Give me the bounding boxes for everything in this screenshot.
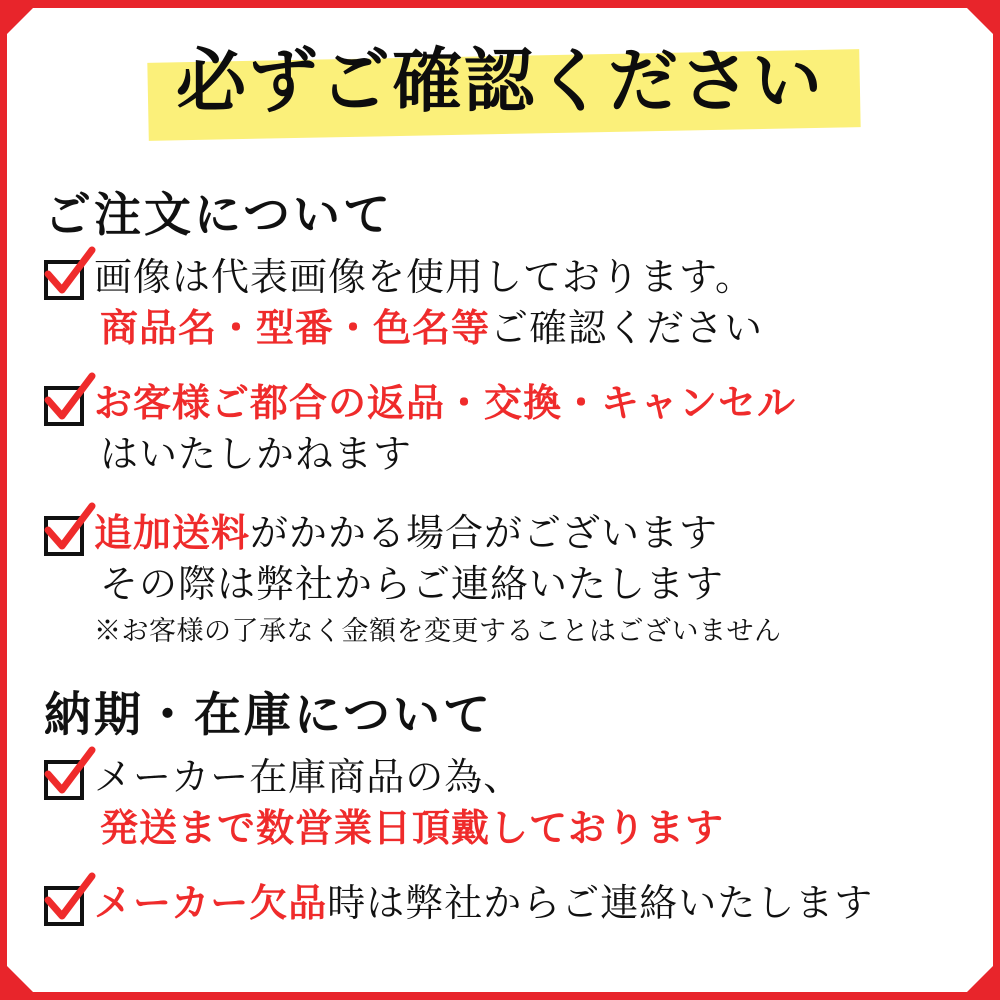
checkbox-checked-icon [44,260,84,300]
section-heading-delivery: 納期・在庫について [44,688,494,743]
list-item [44,252,763,354]
item1-line1: 画像は代表画像を使用しております。 [94,255,754,299]
item1-line2-red: 商品名・型番・色名等 [100,304,491,350]
list-item-text [94,378,796,480]
list-item-text [94,508,782,650]
list-item [44,878,873,929]
item3-line1-red: 追加送料 [94,510,251,555]
item2-line1-red: お客様ご都合の返品・交換・キャンセル [94,380,797,425]
item4-line1: メーカー在庫商品の為、 [94,755,523,799]
checkbox-checked-icon [44,516,84,556]
list-item-text [94,752,724,854]
checkbox-checked-icon [44,386,84,426]
item5-line1-black: 時は弊社からご連絡いたします [327,881,874,925]
item1-line2-black: ご確認ください [490,305,764,350]
item3-line2: その際は弊社からご連絡いたします [100,561,725,606]
list-item-text [94,878,873,929]
page-title: 必ずご確認ください [176,39,824,122]
list-item [44,508,782,650]
item2-line2: はいたしかねます [100,431,413,476]
item3-note: ※お客様の了承なく金額を変更することはございません [94,615,782,647]
checkbox-checked-icon [44,886,84,926]
item3-line1-black: がかかる場合がございます [250,511,719,555]
section-heading-orders: ご注文について [44,188,394,243]
item5-line1-red: メーカー欠品 [94,880,328,925]
list-item-text [94,252,763,354]
list-item [44,752,724,854]
page-title-block [0,34,1000,129]
item4-line2-red: 発送まで数営業日頂戴しております [100,804,725,850]
list-item [44,378,796,480]
checkbox-checked-icon [44,760,84,800]
